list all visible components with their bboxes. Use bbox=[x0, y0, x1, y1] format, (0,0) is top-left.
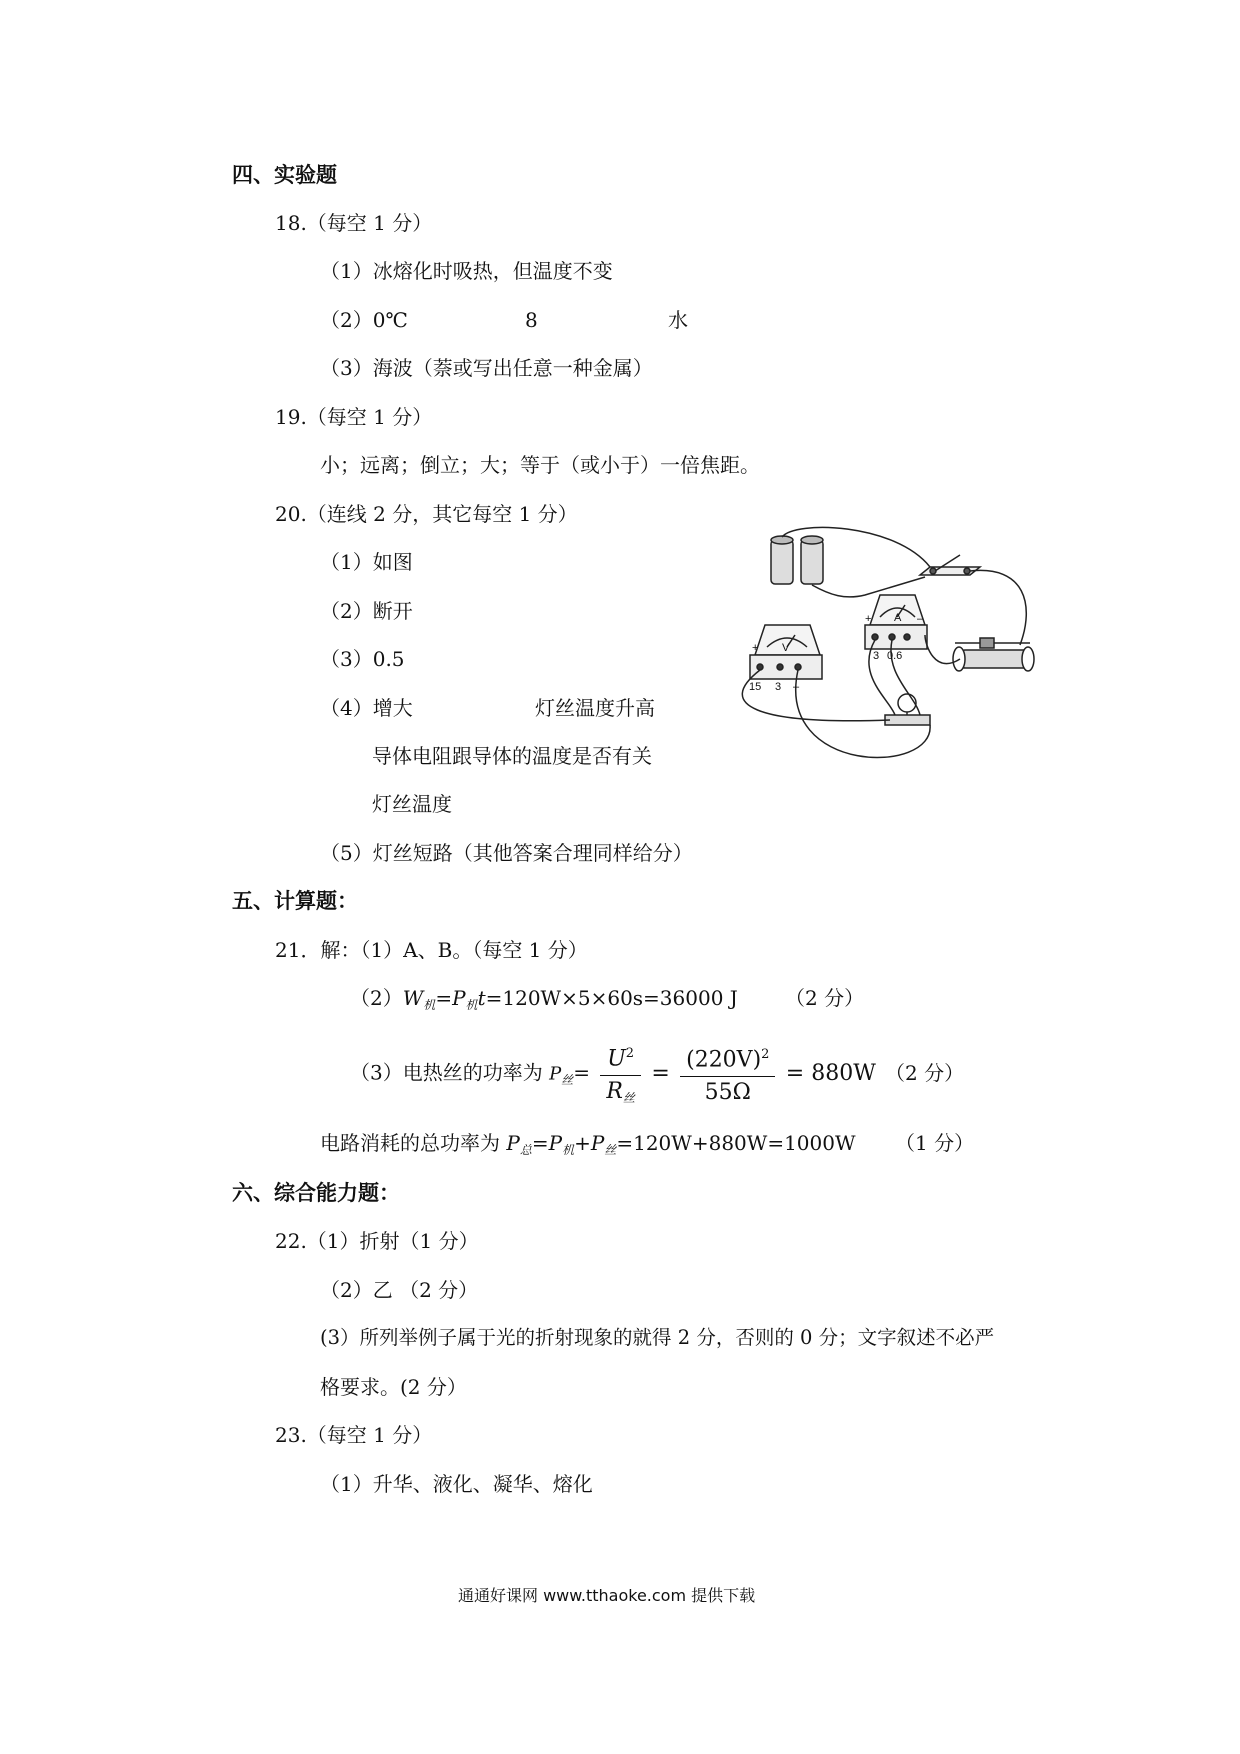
q21-a3-num: U bbox=[607, 1046, 626, 1072]
q18-answer-2-b: 8 bbox=[525, 308, 538, 332]
q22-answer-2: （2）乙 （2 分） bbox=[320, 1278, 479, 1302]
q18-heading: 18.（每空 1 分） bbox=[275, 211, 433, 235]
q20-answer-2: （2）断开 bbox=[320, 599, 413, 623]
q18-answer-1: （1）冰熔化时吸热，但温度不变 bbox=[320, 259, 613, 283]
q21-a2-prefix: （2） bbox=[350, 986, 403, 1010]
ammeter-letter: A bbox=[894, 612, 902, 624]
q21-a3-fraction-2 bbox=[680, 1041, 775, 1107]
q20-answer-5: （5）灯丝短路（其他答案合理同样给分） bbox=[320, 841, 693, 865]
q21-a4-prefix: 电路消耗的总功率为 bbox=[320, 1131, 500, 1155]
q21-a2-rest: =120W×5×60s=36000 J bbox=[485, 986, 738, 1010]
q21-a3-fraction-1 bbox=[600, 1040, 641, 1108]
q21-a4-P3: P bbox=[590, 1131, 605, 1155]
q21-a3-den2: 55Ω bbox=[704, 1080, 751, 1106]
q22-answer-3-line-2: 格要求。(2 分） bbox=[320, 1375, 467, 1399]
q20-answer-1: （1）如图 bbox=[320, 550, 413, 574]
q21-answer-4 bbox=[320, 1130, 856, 1159]
ammeter-terminal-06: 0.6 bbox=[887, 650, 903, 662]
q21-a3-num2: (220V) bbox=[686, 1047, 762, 1073]
section-title-calculation: 五、计算题： bbox=[232, 889, 358, 913]
rheostat-icon bbox=[953, 638, 1034, 671]
voltmeter-plus: + bbox=[752, 642, 759, 654]
q21-a2-W: W bbox=[402, 986, 424, 1010]
q20-heading: 20.（连线 2 分，其它每空 1 分） bbox=[275, 502, 578, 526]
q21-a4-sub3: 丝 bbox=[604, 1143, 617, 1157]
q21-a3-prefix: （3）电热丝的功率为 bbox=[350, 1060, 543, 1085]
q21-a4-plus: + bbox=[574, 1131, 591, 1155]
q19-heading: 19.（每空 1 分） bbox=[275, 405, 433, 429]
q20-answer-4d: 灯丝温度 bbox=[372, 792, 452, 816]
q21-a3-sup: 2 bbox=[625, 1046, 635, 1061]
voltmeter-letter: V bbox=[782, 642, 790, 654]
voltmeter-terminal-15: 15 bbox=[749, 681, 762, 693]
q21-a3-eq: = bbox=[573, 1060, 590, 1085]
section-title-comprehensive: 六、综合能力题： bbox=[232, 1181, 400, 1205]
q18-answer-2-label: （2）0℃ bbox=[320, 308, 408, 332]
page-footer: 通通好课网 www.tthaoke.com 提供下载 bbox=[458, 1586, 756, 1605]
q18-answer-3: （3）海波（萘或写出任意一种金属） bbox=[320, 356, 653, 380]
q22-answer-3-line-1: (3）所列举例子属于光的折射现象的就得 2 分，否则的 0 分；文字叙述不必严 bbox=[320, 1326, 995, 1349]
q20-answer-4a: （4）增大 bbox=[320, 696, 413, 720]
q20-answer-4b: 灯丝温度升高 bbox=[535, 696, 655, 720]
battery-icon bbox=[771, 536, 823, 584]
q21-heading: 21．解：（1）A、B。（每空 1 分） bbox=[275, 938, 588, 962]
q21-answer-3-points: （2 分） bbox=[885, 1061, 965, 1085]
q21-a4-rest: =120W+880W=1000W bbox=[616, 1131, 856, 1155]
q21-answer-2 bbox=[350, 985, 738, 1014]
q21-a2-sub1: 机 bbox=[423, 998, 436, 1012]
ammeter-minus: – bbox=[917, 613, 924, 625]
circuit-diagram bbox=[735, 525, 1055, 805]
q21-a4-P2: P bbox=[548, 1131, 563, 1155]
q20-answer-3: （3）0.5 bbox=[320, 647, 405, 671]
q20-answer-4c: 导体电阻跟导体的温度是否有关 bbox=[372, 744, 652, 768]
q21-a4-eq: = bbox=[531, 1131, 549, 1155]
q21-a3-sub: 丝 bbox=[561, 1072, 574, 1087]
q21-answer-3 bbox=[350, 1040, 876, 1104]
q19-answer: 小；远离；倒立；大；等于（或小于）一倍焦距。 bbox=[320, 453, 760, 477]
ammeter-terminal-3: 3 bbox=[873, 650, 880, 662]
q23-answer-1: （1）升华、液化、凝华、熔化 bbox=[320, 1472, 593, 1496]
q21-a2-eq: = bbox=[435, 986, 453, 1010]
q21-a4-P: P bbox=[506, 1131, 520, 1155]
q18-answer-2-c: 水 bbox=[668, 308, 688, 332]
q21-answer-4-points: （1 分） bbox=[895, 1131, 975, 1155]
q23-heading: 23.（每空 1 分） bbox=[275, 1423, 433, 1447]
q21-a4-sub1: 总 bbox=[519, 1143, 532, 1157]
q21-a3-eq2: = bbox=[651, 1061, 670, 1087]
q21-a3-den: R bbox=[606, 1079, 623, 1105]
q21-a4-sub2: 机 bbox=[562, 1143, 575, 1157]
q21-a2-P: P bbox=[452, 986, 466, 1010]
q21-a2-sub2: 机 bbox=[465, 998, 478, 1012]
q22-answer-1: 22.（1）折射（1 分） bbox=[275, 1229, 479, 1253]
voltmeter-terminal-3: 3 bbox=[775, 681, 782, 693]
ammeter-plus: + bbox=[865, 613, 872, 625]
q21-a3-den-sub: 丝 bbox=[622, 1091, 635, 1106]
q21-a3-P: P bbox=[549, 1063, 562, 1085]
section-title-experiment: 四、实验题 bbox=[232, 163, 337, 187]
voltmeter-terminal-minus: – bbox=[793, 681, 800, 693]
q21-a3-result: = 880W bbox=[785, 1061, 876, 1087]
q21-answer-2-points: （2 分） bbox=[785, 986, 865, 1010]
q21-a3-sup2: 2 bbox=[761, 1047, 770, 1062]
q21-a2-t: t bbox=[477, 986, 486, 1010]
